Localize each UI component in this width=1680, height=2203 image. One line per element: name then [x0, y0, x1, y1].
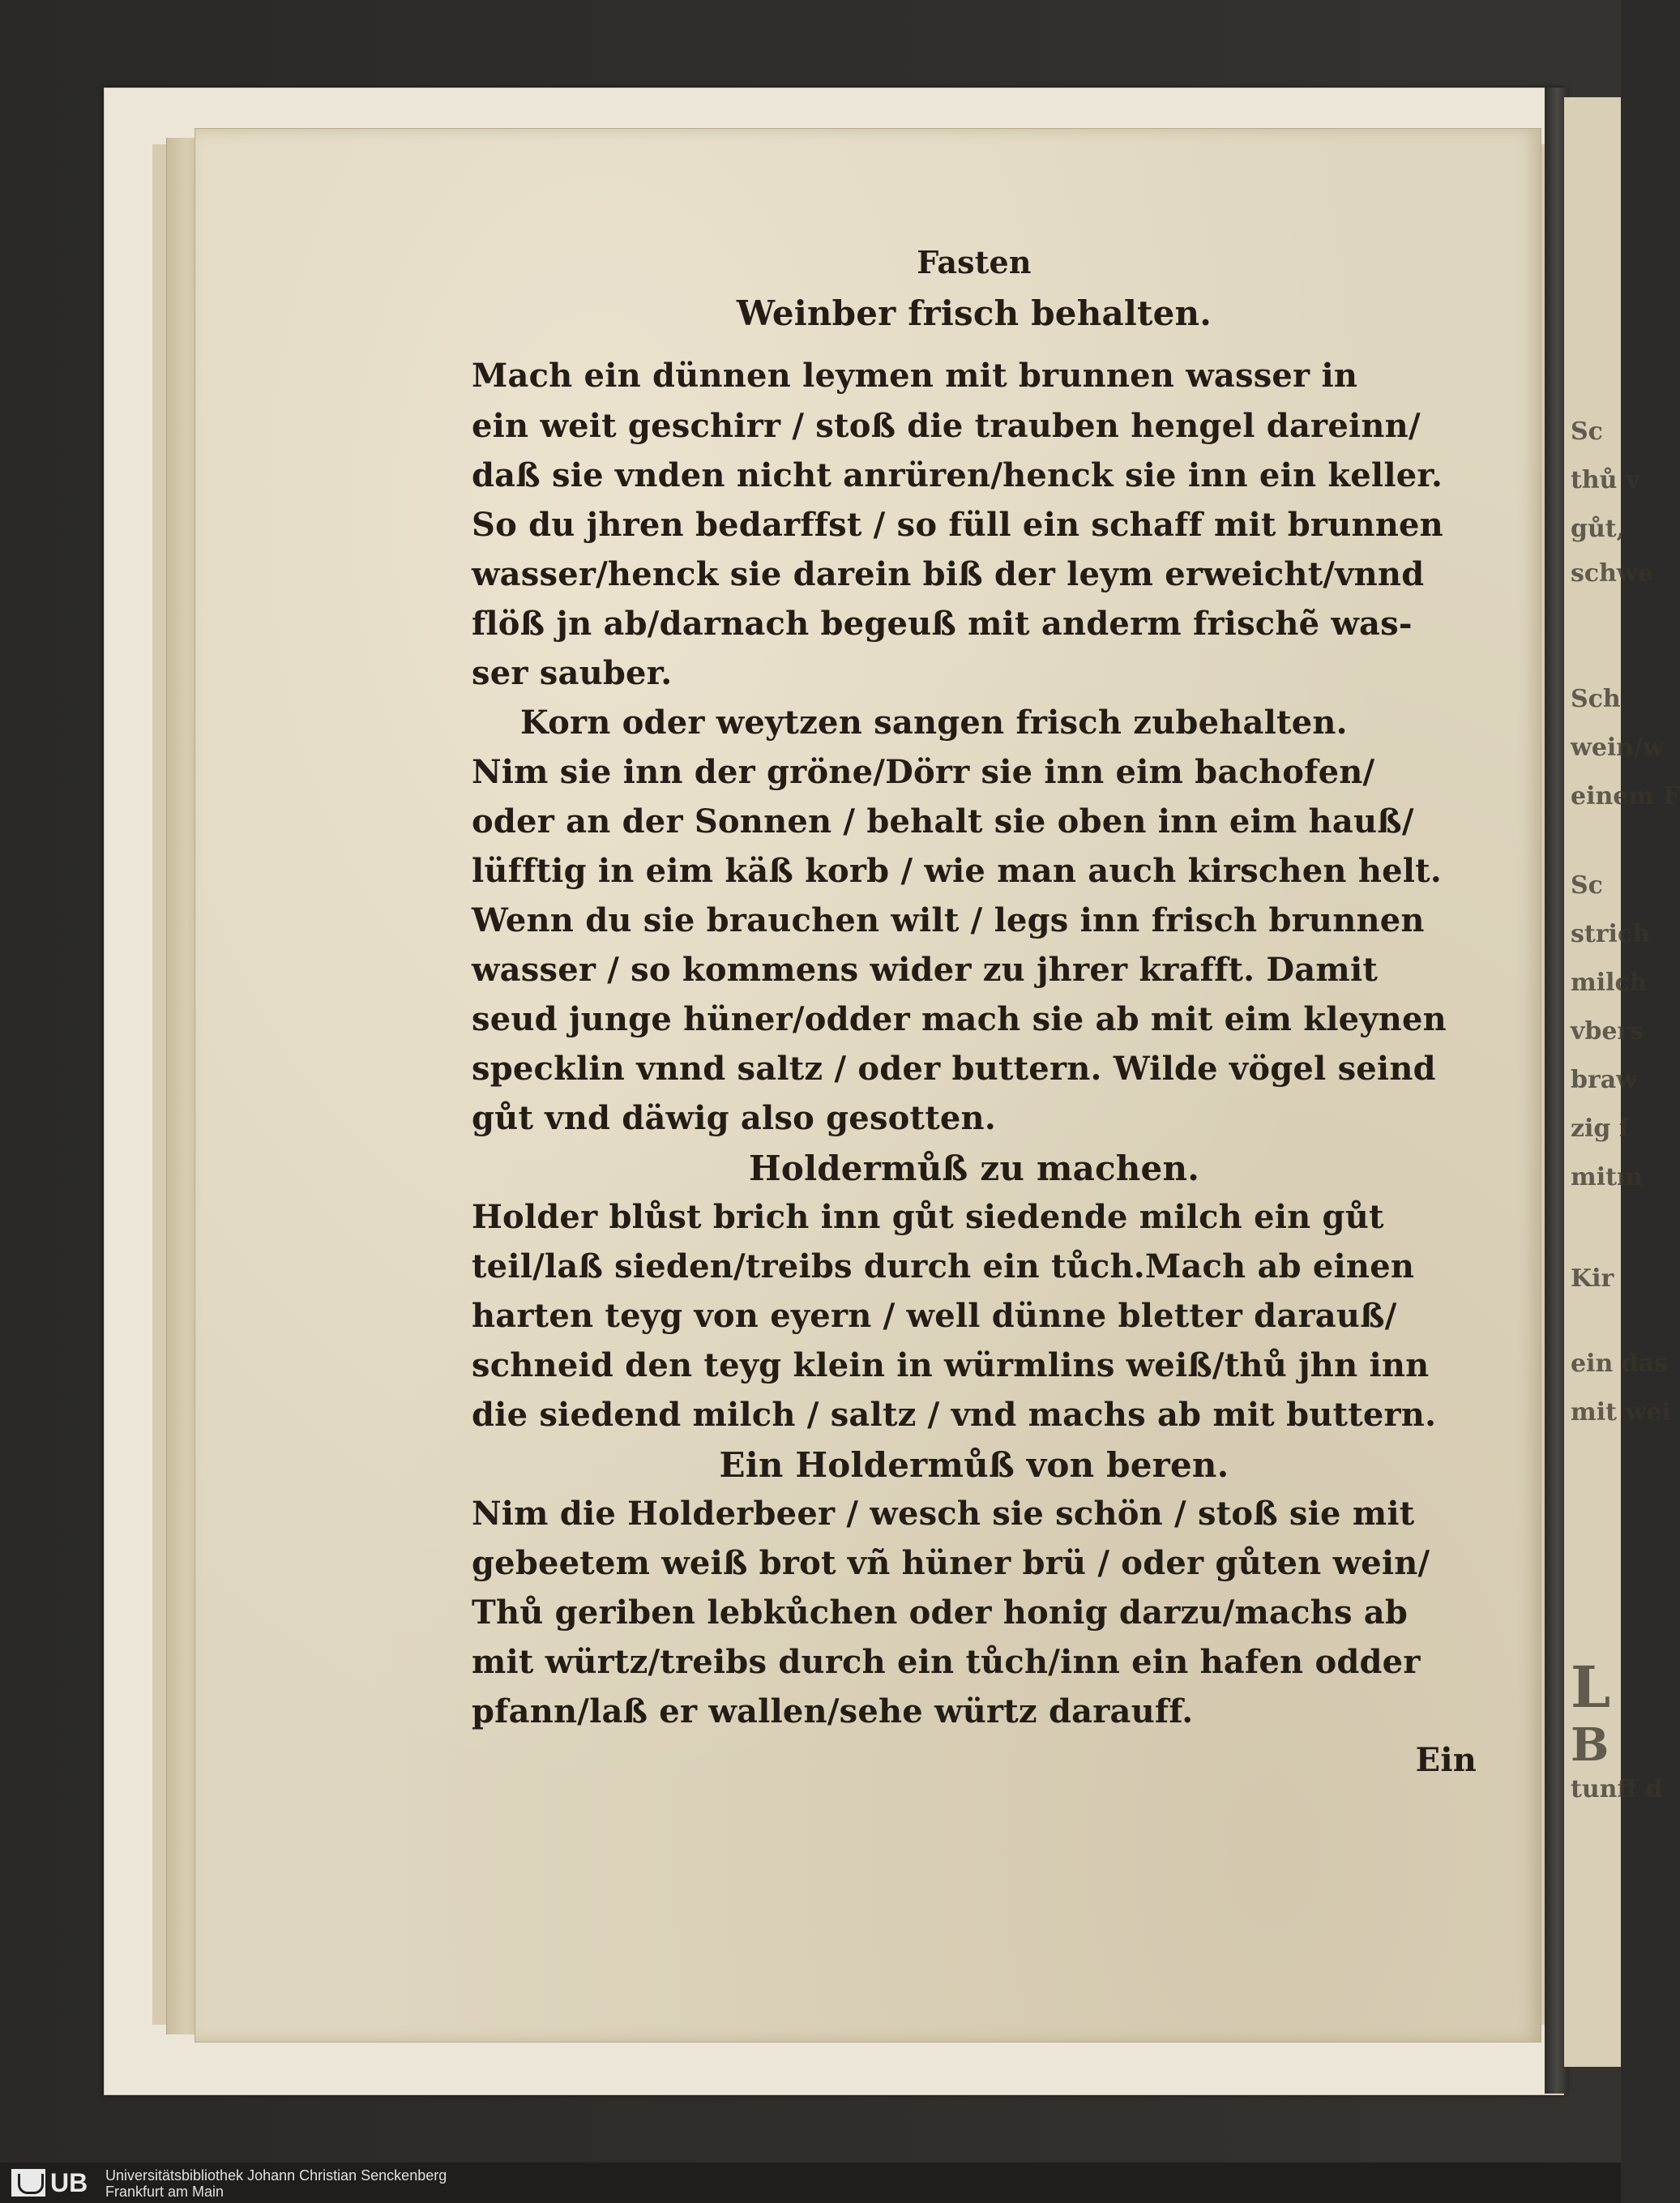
section-title: Ein Holdermůß von beren.	[719, 1445, 1229, 1485]
text-line: ser sauber.	[472, 654, 673, 692]
adjacent-fragment: strich	[1571, 920, 1651, 948]
institution-city: Frankfurt am Main	[105, 2184, 224, 2200]
text-line: wasser / so kommens wider zu jhrer krafft. Damit	[472, 951, 1379, 989]
adjacent-fragment: schwe	[1571, 559, 1653, 588]
running-title: Fasten	[917, 244, 1032, 280]
text-line: gůt vnd däwig also gesotten.	[472, 1099, 996, 1137]
text-line: schneid den teyg klein in würmlins weiß/thů jhn inn	[472, 1346, 1430, 1384]
adjacent-fragment: mit wei	[1571, 1398, 1671, 1427]
adjacent-fragment: milch	[1571, 969, 1648, 997]
viewer-footer	[0, 2162, 1621, 2203]
text-line: daß sie vnden nicht anrüren/henck sie inn ein keller.	[472, 456, 1443, 494]
text-line: teil/laß sieden/treibs durch ein tůch.Mach ab einen	[472, 1247, 1415, 1285]
text-line: flöß jn ab/darnach begeuß mit anderm frischẽ was-	[472, 605, 1413, 643]
library-logo-text: UB	[50, 2167, 88, 2197]
adjacent-fragment: Sch	[1571, 685, 1621, 713]
institution-name: Universitätsbibliothek Johann Christian Senckenberg	[105, 2167, 447, 2184]
adjacent-page	[1564, 97, 1680, 2067]
text-line: Wenn du sie brauchen wilt / legs inn frisch brunnen	[472, 901, 1425, 939]
text-line: Mach ein dünnen leymen mit brunnen wasser in	[472, 357, 1358, 395]
text-line: wasser/henck sie darein biß der leym erweicht/vnnd	[472, 555, 1425, 593]
text-line: specklin vnnd saltz / oder buttern. Wilde vögel seind	[472, 1050, 1436, 1088]
adjacent-fragment: ein das	[1571, 1350, 1669, 1378]
adjacent-fragment: mitm	[1571, 1163, 1643, 1191]
text-line: mit würtz/treibs durch ein tůch/inn ein hafen odder	[472, 1643, 1421, 1681]
adjacent-fragment: zig ſ	[1571, 1114, 1630, 1143]
text-line: harten teyg von eyern / well dünne bletter darauß/	[472, 1297, 1397, 1335]
adjacent-fragment: vbers	[1571, 1017, 1644, 1046]
text-line: lüfftig in eim käß korb / wie man auch kirschen helt.	[472, 852, 1442, 890]
adjacent-fragment: B	[1571, 1718, 1609, 1772]
library-logo-icon	[11, 2169, 45, 2197]
text-line: Thů geriben lebkůchen oder honig darzu/machs ab	[472, 1593, 1409, 1632]
institution-credit	[105, 2167, 447, 2200]
section-title: Holdermůß zu machen.	[748, 1149, 1200, 1188]
text-line: pfann/laß er wallen/sehe würtz darauff.	[472, 1692, 1194, 1730]
text-line: So du jhren bedarffst / so füll ein schaff mit brunnen	[472, 506, 1443, 544]
text-line: gebeetem weiß brot vñ hüner brü / oder gůten wein/	[472, 1544, 1430, 1582]
adjacent-fragment: Sc	[1571, 871, 1603, 900]
section-title: Weinber frisch behalten.	[736, 293, 1212, 333]
text-line: ein weit geschirr / stoß die trauben hengel dareinn/	[472, 407, 1421, 445]
adjacent-fragment: einem F	[1571, 782, 1680, 811]
text-line: Holder blůst brich inn gůt siedende milch ein gůt	[472, 1198, 1384, 1236]
adjacent-fragment: L	[1571, 1653, 1611, 1721]
adjacent-fragment: braw	[1571, 1066, 1638, 1094]
adjacent-fragment: tunff d	[1571, 1775, 1663, 1803]
text-line: Nim die Holderbeer / wesch sie schön / stoß sie mit	[472, 1495, 1415, 1533]
catchword: Ein	[1415, 1741, 1477, 1779]
text-line: oder an der Sonnen / behalt sie oben inn eim hauß/	[472, 802, 1414, 841]
text-line: seud junge hüner/odder mach sie ab mit eim kleynen	[472, 1000, 1447, 1038]
section-title: Korn oder weytzen sangen frisch zubehalten.	[520, 704, 1348, 742]
adjacent-fragment: wein/w	[1571, 734, 1664, 762]
library-logo	[11, 2169, 88, 2197]
adjacent-fragment: thů v	[1571, 466, 1640, 494]
text-line: Nim sie inn der gröne/Dörr sie inn eim bachofen/	[472, 753, 1375, 791]
adjacent-fragment: gůt,	[1571, 515, 1626, 543]
adjacent-fragment: Sc	[1571, 417, 1603, 446]
text-line: die siedend milch / saltz / vnd machs ab mit buttern.	[472, 1396, 1437, 1434]
adjacent-fragment: Kir	[1571, 1264, 1614, 1293]
